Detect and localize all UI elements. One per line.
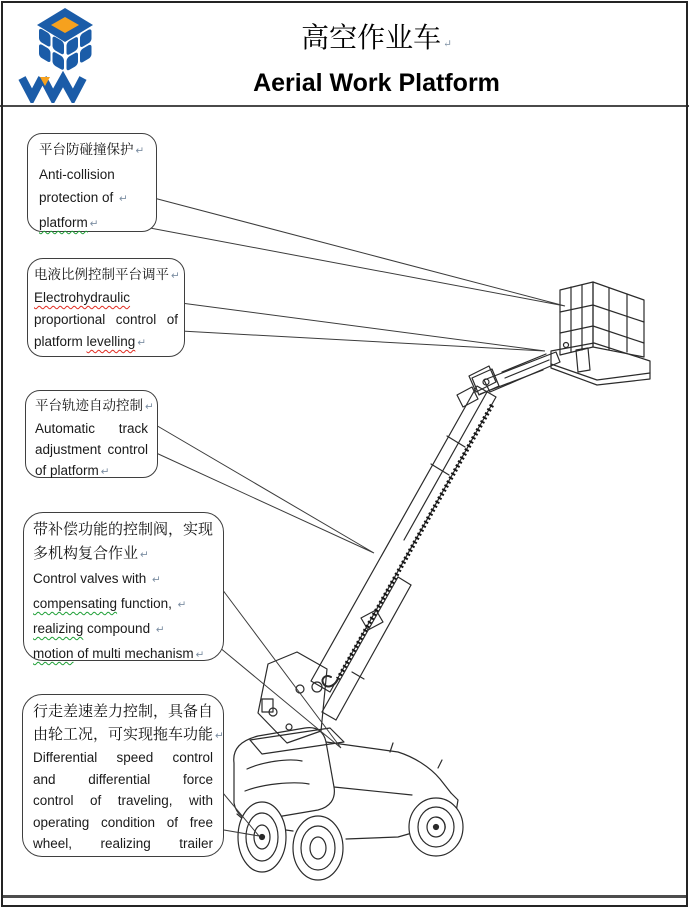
callout-text-line: adjustment control bbox=[35, 442, 148, 457]
callout-text-line: 平台防碰撞保护 ↵ bbox=[39, 142, 145, 157]
callout-text-line: motion of multi mechanism ↵ bbox=[33, 646, 205, 661]
callout-text-line: platform ↵ bbox=[39, 215, 99, 230]
header-divider bbox=[0, 105, 689, 107]
telescopic-boom bbox=[311, 366, 496, 692]
callout-text-line: 带补偿功能的控制阀，实现 bbox=[33, 522, 214, 538]
callout-text-line: 由轮工况，可实现拖车功能 ↵ bbox=[33, 726, 224, 743]
header bbox=[0, 0, 689, 106]
callout-text-line: Automatic track bbox=[35, 421, 148, 436]
callout-text-line: operating condition of free bbox=[33, 814, 213, 830]
callout-electrohydraulic-levelling bbox=[27, 258, 185, 357]
callout-text-line: Differential speed control bbox=[33, 750, 213, 765]
platform-basket bbox=[551, 282, 650, 385]
callout-text-line: 行走差速差力控制，具备自 bbox=[33, 704, 214, 720]
callout-text-line: and differential force bbox=[33, 771, 213, 787]
callout-text-line: platform levelling ↵ bbox=[34, 334, 147, 349]
wheel-front-left bbox=[238, 802, 286, 872]
boom-cable-chain bbox=[323, 405, 492, 686]
callout-automatic-track-control bbox=[25, 390, 158, 478]
callout-text-line: Anti-collision bbox=[39, 167, 115, 182]
callout-text-line: wheel, realizing trailer bbox=[33, 836, 213, 851]
callout-text-line: compensating function, ↵ bbox=[33, 596, 187, 611]
footer-divider bbox=[2, 895, 687, 898]
callout-anti-collision bbox=[27, 133, 157, 232]
callout-text-line: Electrohydraulic bbox=[34, 290, 131, 305]
callout-text-line: of platform ↵ bbox=[35, 463, 110, 478]
callout-text-line: 多机构复合作业 ↵ bbox=[33, 546, 149, 562]
callout-text-line: realizing compound ↵ bbox=[33, 621, 165, 636]
page-title-en: Aerial Work Platform bbox=[253, 69, 500, 97]
callout-leader-anti-collision bbox=[150, 197, 565, 306]
callout-text-line: 电液比例控制平台调平 ↵ bbox=[34, 267, 180, 282]
jib-arm bbox=[472, 352, 560, 395]
callout-text-line: 平台轨迹自动控制 ↵ bbox=[35, 398, 154, 413]
counterweight-hood bbox=[234, 728, 335, 821]
callout-differential-travel bbox=[22, 694, 224, 857]
title-block bbox=[70, 0, 683, 106]
callout-text-line: proportional control of bbox=[34, 312, 178, 327]
callout-leader-levelling bbox=[181, 303, 545, 351]
callout-text-line: protection of ↵ bbox=[39, 190, 128, 205]
paragraph-mark: ↵ bbox=[443, 39, 452, 50]
callout-text-line: Control valves with ↵ bbox=[33, 571, 161, 586]
wheel-mid-left bbox=[293, 816, 343, 880]
callout-compensating-valves bbox=[23, 512, 224, 661]
page-title-zh: 高空作业车 ↵ bbox=[301, 23, 452, 54]
callout-text-line: control of traveling, with bbox=[33, 793, 213, 808]
wheel-rear-right bbox=[409, 798, 463, 856]
lift-cylinder bbox=[322, 577, 411, 720]
